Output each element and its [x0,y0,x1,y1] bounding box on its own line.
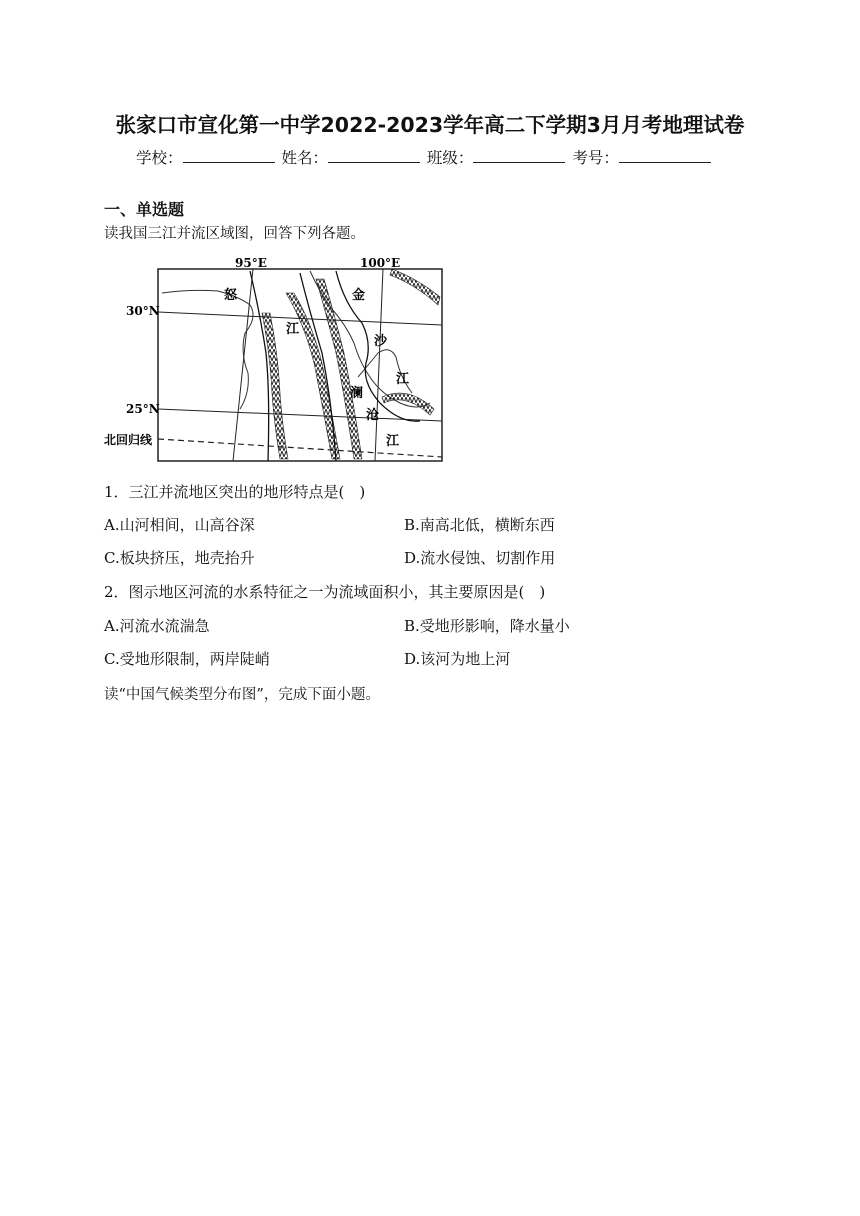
lon-100-line [375,269,383,461]
section-heading: 一、单选题 [104,200,185,219]
nu-label: 怒 [224,288,238,303]
class-blank[interactable] [473,148,565,163]
lat-25-label: 25°N [126,402,160,416]
name-blank[interactable] [328,148,420,163]
jin-label: 金 [352,288,366,303]
class-label: 班级： [426,149,474,167]
lat-25-line [158,409,442,421]
intro-text-2: 读“中国气候类型分布图”，完成下面小题。 [104,687,380,703]
page-title: 张家口市宣化第一中学2022-2023学年高二下学期3月月考地理试卷 [115,113,745,137]
q1-option-b[interactable]: B.南高北低，横断东西 [404,516,555,534]
lan-label: 澜 [350,386,364,401]
school-blank[interactable] [183,148,275,163]
tropic-label: 北回归线 [104,433,153,447]
sha-label: 沙 [374,334,388,349]
name-label: 姓名： [281,149,328,167]
nu-river [250,271,269,461]
mountain-range-1 [262,313,288,459]
q2-option-b[interactable]: B.受地形影响，降水量小 [404,617,570,635]
q1-option-c[interactable]: C.板块挤压，地壳抬升 [104,549,255,567]
lon-100-label: 100°E [360,256,401,270]
q2-option-d[interactable]: D.该河为地上河 [404,650,511,668]
mountain-range-4 [390,269,440,305]
jinsha-jiang-label: 江 [396,372,410,387]
student-info-line [136,146,713,168]
map-frame [158,269,442,461]
three-rivers-map [100,253,450,465]
exam-no-blank[interactable] [619,148,711,163]
lon-95-label: 95°E [235,256,267,270]
q2-option-a[interactable]: A.河流水流湍急 [104,617,210,635]
school-label: 学校： [136,149,183,167]
boundary-1 [162,290,253,409]
q1-option-a[interactable]: A.山河相间，山高谷深 [104,516,255,534]
tropic-line [158,439,442,457]
lancang-jiang-label: 江 [386,434,400,449]
cang-label: 沧 [366,408,380,423]
question-2-stem: 2．图示地区河流的水系特征之一为流域面积小，其主要原因是( ) [104,583,546,601]
intro-text-1: 读我国三江并流区域图，回答下列各题。 [104,226,365,242]
exam-no-label: 考号： [572,149,619,167]
q1-option-d[interactable]: D.流水侵蚀、切割作用 [404,549,556,567]
q2-option-c[interactable]: C.受地形限制，两岸陡峭 [104,650,270,668]
nu-jiang-label: 江 [286,322,300,337]
lat-30-label: 30°N [126,304,160,318]
question-1-stem: 1．三江并流地区突出的地形特点是( ) [104,483,366,501]
